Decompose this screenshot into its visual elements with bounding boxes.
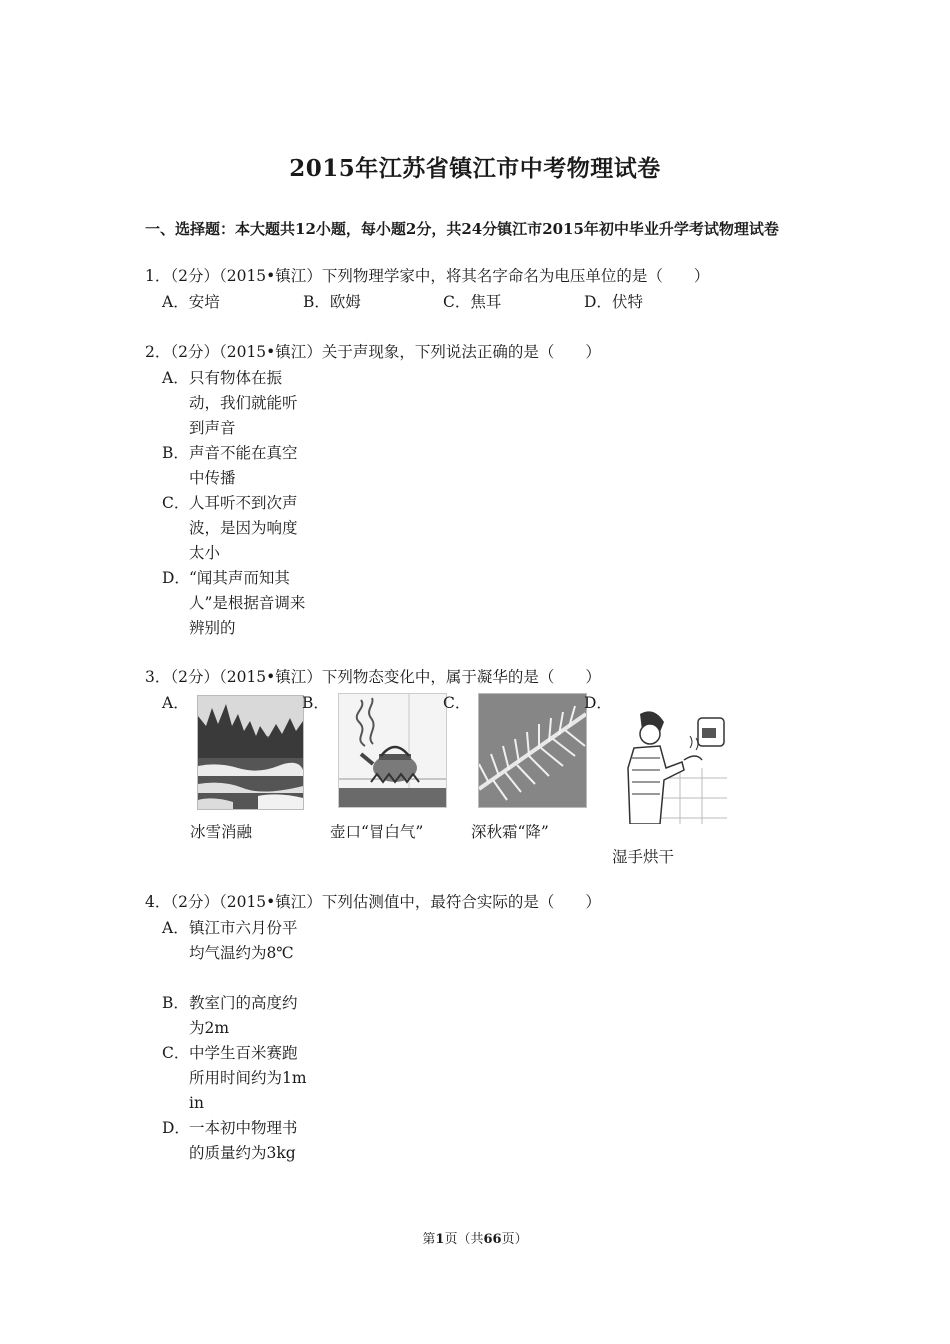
question-4-stem: 4．（2分）（2015•镇江）下列估测值中，最符合实际的是（ ） — [145, 893, 601, 911]
question-2-stem: 2．（2分）（2015•镇江）关于声现象，下列说法正确的是（ ） — [145, 343, 601, 361]
question-2-option-d[interactable]: D． “闻其声而知其人”是根据音调来辨别的 — [162, 569, 306, 637]
question-3-stem: 3．（2分）（2015•镇江）下列物态变化中，属于凝华的是（ ） — [145, 668, 601, 686]
snowy-forest-river-image[interactable] — [197, 695, 304, 810]
question-2-option-a[interactable]: A． 只有物体在振动，我们就能听到声音 — [162, 369, 298, 437]
question-4-option-a[interactable]: A． 镇江市六月份平均气温约为8℃ — [162, 919, 298, 962]
question-3-option-a-caption: 冰雪消融 — [190, 823, 253, 841]
question-1-option-d[interactable]: D．伏特 — [584, 293, 643, 311]
question-1-option-a[interactable]: A．安培 — [162, 293, 220, 311]
page-title: 2015年江苏省镇江市中考物理试卷 — [289, 155, 661, 182]
page-footer: 第1页（共66页） — [422, 1232, 528, 1247]
question-3-option-d-caption: 湿手烘干 — [612, 848, 675, 866]
question-3-option-a-label: A． — [162, 694, 189, 712]
current-page-number: 1 — [435, 1232, 445, 1247]
question-3-option-b-caption: 壶口“冒白气” — [330, 823, 424, 841]
frosted-branch-image[interactable] — [478, 693, 587, 808]
section-header: 一、选择题：本大题共12小题，每小题2分，共24分镇江市2015年初中毕业升学考试物理试卷 — [145, 220, 779, 238]
question-4-option-c[interactable]: C． 中学生百米赛跑所用时间约为1min — [162, 1044, 307, 1112]
question-3-option-b-label: B． — [302, 694, 329, 712]
question-1-option-c[interactable]: C．焦耳 — [443, 293, 502, 311]
question-4-option-b[interactable]: B． 教室门的高度约为2m — [162, 994, 298, 1037]
hand-dryer-image[interactable] — [620, 708, 727, 824]
question-3-option-c-caption: 深秋霜“降” — [471, 823, 549, 841]
question-3-option-c-label: C． — [443, 694, 471, 712]
question-3-option-d-label: D． — [584, 694, 612, 712]
question-4-option-d[interactable]: D． 一本初中物理书的质量约为3kg — [162, 1119, 298, 1162]
steaming-kettle-image[interactable] — [338, 693, 447, 808]
question-1-stem: 1．（2分）（2015•镇江）下列物理学家中，将其名字命名为电压单位的是（ ） — [145, 267, 710, 285]
question-1-option-b[interactable]: B．欧姆 — [303, 293, 361, 311]
question-2-option-b[interactable]: B． 声音不能在真空中传播 — [162, 444, 298, 487]
total-page-count: 66 — [483, 1232, 502, 1247]
question-2-option-c[interactable]: C． 人耳听不到次声波，是因为响度太小 — [162, 494, 298, 562]
